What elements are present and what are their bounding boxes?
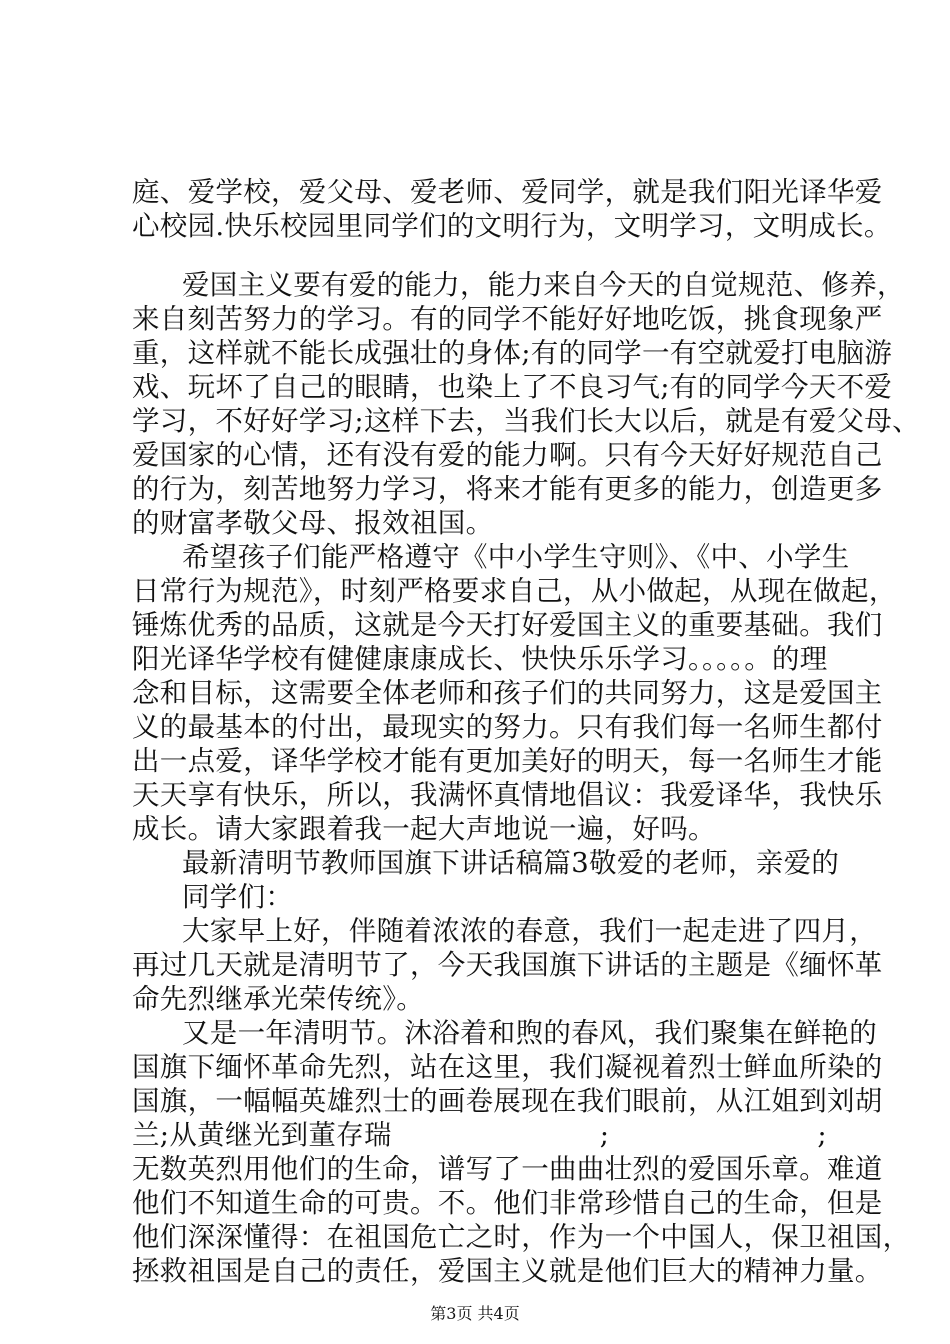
- text-line: 他们不知道生命的可贵。不。他们非常珍惜自己的生命，但是: [132, 1187, 883, 1219]
- text-line: 阳光译华学校有健健康康成长、快快乐乐学习。。。。。的理: [132, 643, 828, 675]
- text-line: 爱国家的心情，还有没有爱的能力啊。只有今天好好规范自己: [132, 439, 883, 471]
- salutation: 同学们：: [182, 881, 294, 913]
- text-line: 又是一年清明节。沐浴着和煦的春风，我们聚集在鲜艳的: [182, 1017, 877, 1049]
- text-line: 希望孩子们能严格遵守《中小学生守则》、《中、小学生: [182, 541, 850, 573]
- text-line: 命先烈继承光荣传统》。: [132, 983, 425, 1015]
- text-line: 他们深深懂得：在祖国危亡之时，作为一个中国人，保卫祖国，: [132, 1221, 911, 1253]
- text-segment: ;: [817, 1119, 827, 1151]
- text-line: 大家早上好，伴随着浓浓的春意，我们一起走进了四月，: [182, 915, 877, 947]
- text-line: 日常行为规范》，时刻严格要求自己，从小做起，从现在做起，: [132, 575, 897, 607]
- text-line: 庭、爱学校，爱父母、爱老师、爱同学，就是我们阳光译华爱: [132, 176, 883, 208]
- text-line: 的财富孝敬父母、报效祖国。: [132, 507, 494, 539]
- text-segment: ;: [599, 1119, 610, 1151]
- text-line: 成长。请大家跟着我一起大声地说一遍，好吗。: [132, 813, 716, 845]
- text-line: 国旗下缅怀革命先烈，站在这里，我们凝视着烈士鲜血所染的: [132, 1051, 883, 1083]
- text-line: 重，这样就不能长成强壮的身体;有的同学一有空就爱打电脑游: [132, 337, 893, 369]
- text-line: 锤炼优秀的品质，这就是今天打好爱国主义的重要基础。我们: [132, 609, 883, 641]
- text-line: 再过几天就是清明节了，今天我国旗下讲话的主题是《缅怀革: [132, 949, 883, 981]
- text-line: 无数英烈用他们的生命，谱写了一曲曲壮烈的爱国乐章。难道: [132, 1153, 883, 1185]
- text-line: 爱国主义要有爱的能力，能力来自今天的自觉规范、修养，: [182, 269, 905, 301]
- text-line: 的行为，刻苦地努力学习，将来才能有更多的能力，创造更多: [132, 473, 883, 505]
- text-line: 学习，不好好学习;这样下去，当我们长大以后，就是有爱父母、: [132, 405, 920, 437]
- text-line-split: [132, 1118, 827, 1152]
- text-line: 国旗，一幅幅英雄烈士的画卷展现在我们眼前，从江姐到刘胡: [132, 1085, 883, 1117]
- text-line: 天天享有快乐，所以，我满怀真情地倡议：我爱译华，我快乐: [132, 779, 883, 811]
- text-line: 义的最基本的付出，最现实的努力。只有我们每一名师生都付: [132, 711, 883, 743]
- text-line: 来自刻苦努力的学习。有的同学不能好好地吃饭，挑食现象严: [132, 303, 883, 335]
- text-line: 戏、玩坏了自己的眼睛，也染上了不良习气;有的同学今天不爱: [132, 371, 893, 403]
- text-line: 念和目标，这需要全体老师和孩子们的共同努力，这是爱国主: [132, 677, 883, 709]
- text-segment: 兰;从黄继光到董存瑞: [132, 1119, 392, 1151]
- text-line: 拯救祖国是自己的责任，爱国主义就是他们巨大的精神力量。: [132, 1255, 883, 1287]
- text-line: 出一点爱，译华学校才能有更加美好的明天，每一名师生才能: [132, 745, 883, 777]
- section-heading: 最新清明节教师国旗下讲话稿篇3敬爱的老师，亲爱的: [182, 847, 840, 879]
- page-footer: 第3页 共4页: [430, 1304, 520, 1323]
- text-line: 心校园.快乐校园里同学们的文明行为，文明学习，文明成长。: [132, 210, 892, 242]
